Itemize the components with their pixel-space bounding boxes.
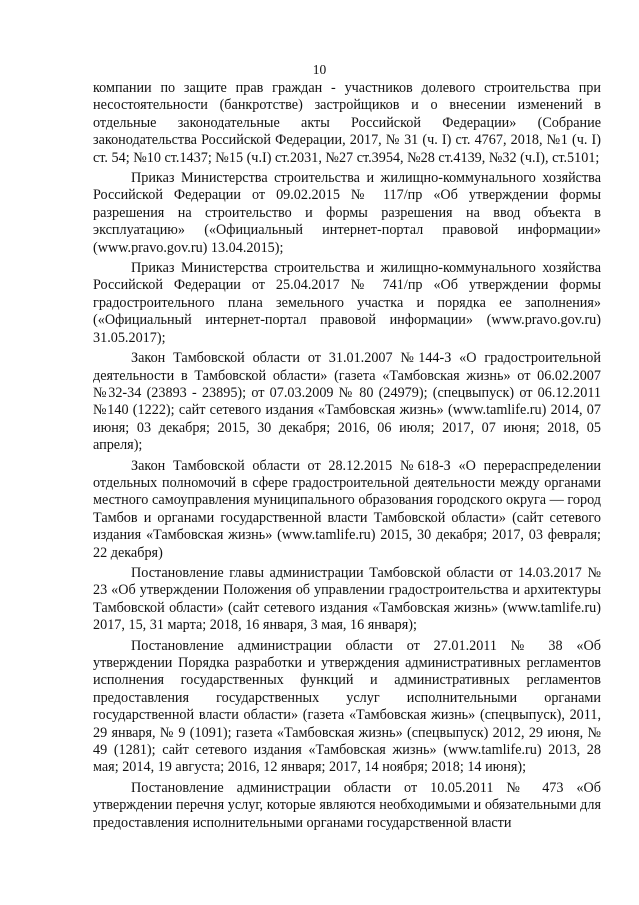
paragraph-resolution-38: Постановление администрации области от 27.01.2011 № 38 «Об утверждении Порядка разработки и утверждения административных регламентов исполнения государственных функций и административных регламентов предоставления государственных услуг исполнительными органами государственной власти области» (газета «Тамбовская жизнь» (спецвыпуск), 2011, 29 января, № 9 (1091); газета «Тамбовская жизнь» (спецвыпуск) 2012, 29 июня, № 49 (1281); сайт сетевого издания «Тамбовская жизнь» (www.tamlife.ru) 2013, 28 мая; 2014, 19 августа; 2016, 12 января; 2017, 14 ноября; 2018; 14 июня); (93, 637, 601, 776)
paragraph-continuation: компании по защите прав граждан - участников долевого строительства при несостоятельности (банкротстве) застройщиков и о внесении изменений в отдельные законодательные акты Российской Федерации» (Собрание законодательства Российской Федерации, 2017, № 31 (ч. I) ст. 4767, 2018, №1 (ч. I) ст. 54; №10 ст.1437; №15 (ч.I) ст.2031, №27 ст.3954, №28 ст.4139, №32 (ч.I), ст.5101; (93, 80, 601, 166)
document-body (93, 80, 601, 835)
paragraph-resolution-473: Постановление администрации области от 10.05.2011 № 473 «Об утверждении перечня услуг, которые являются необходимыми и обязательными для предоставления исполнительными органами государственной власти (93, 779, 601, 831)
paragraph-law-618: Закон Тамбовской области от 28.12.2015 №618-З «О перераспределении отдельных полномочий в сфере градостроительной деятельности между органами местного самоуправления муниципального образования городского округа — город Тамбов и органами государственной власти Тамбовской области» (сайт сетевого издания «Тамбовская жизнь» (www.tamlife.ru) 2015, 30 декабря; 2017, 03 февраля; 22 декабря) (93, 457, 601, 561)
page-number: 10 (312, 62, 327, 77)
paragraph-resolution-23: Постановление главы администрации Тамбовской области от 14.03.2017 № 23 «Об утверждении Положения об управлении градостроительства и архитектуры Тамбовской области» (сайт сетевого издания «Тамбовская жизнь» (www.tamlife.ru) 2017, 15, 31 марта; 2018, 16 января, 3 мая, 16 января); (93, 564, 601, 634)
paragraph-law-144: Закон Тамбовской области от 31.01.2007 №144-З «О градостроительной деятельности в Тамбовской области» (газета «Тамбовская жизнь» от 06.02.2007 №32-34 (23893 - 23895); от 07.03.2009 № 80 (24979); (спецвыпуск) от 06.12.2011 №140 (1222); сайт сетевого издания «Тамбовская жизнь» (www.tamlife.ru) 2014, 07 июня; 03 декабря; 2015, 30 декабря; 2016, 06 июля; 2017, 07 июня; 2018, 05 апреля); (93, 350, 601, 454)
paragraph-order-117: Приказ Министерства строительства и жилищно-коммунального хозяйства Российской Федерации от 09.02.2015 № 117/пр «Об утверждении формы разрешения на строительство и формы разрешения на ввод объекта в эксплуатацию» («Официальный интернет-портал правовой информации» (www.pravo.gov.ru) 13.04.2015); (93, 170, 601, 256)
paragraph-order-741: Приказ Министерства строительства и жилищно-коммунального хозяйства Российской Федерации от 25.04.2017 № 741/пр «Об утверждении формы градостроительного плана земельного участка и порядка ее заполнения» («Официальный интернет-портал правовой информации» (www.pravo.gov.ru) 31.05.2017); (93, 260, 601, 346)
